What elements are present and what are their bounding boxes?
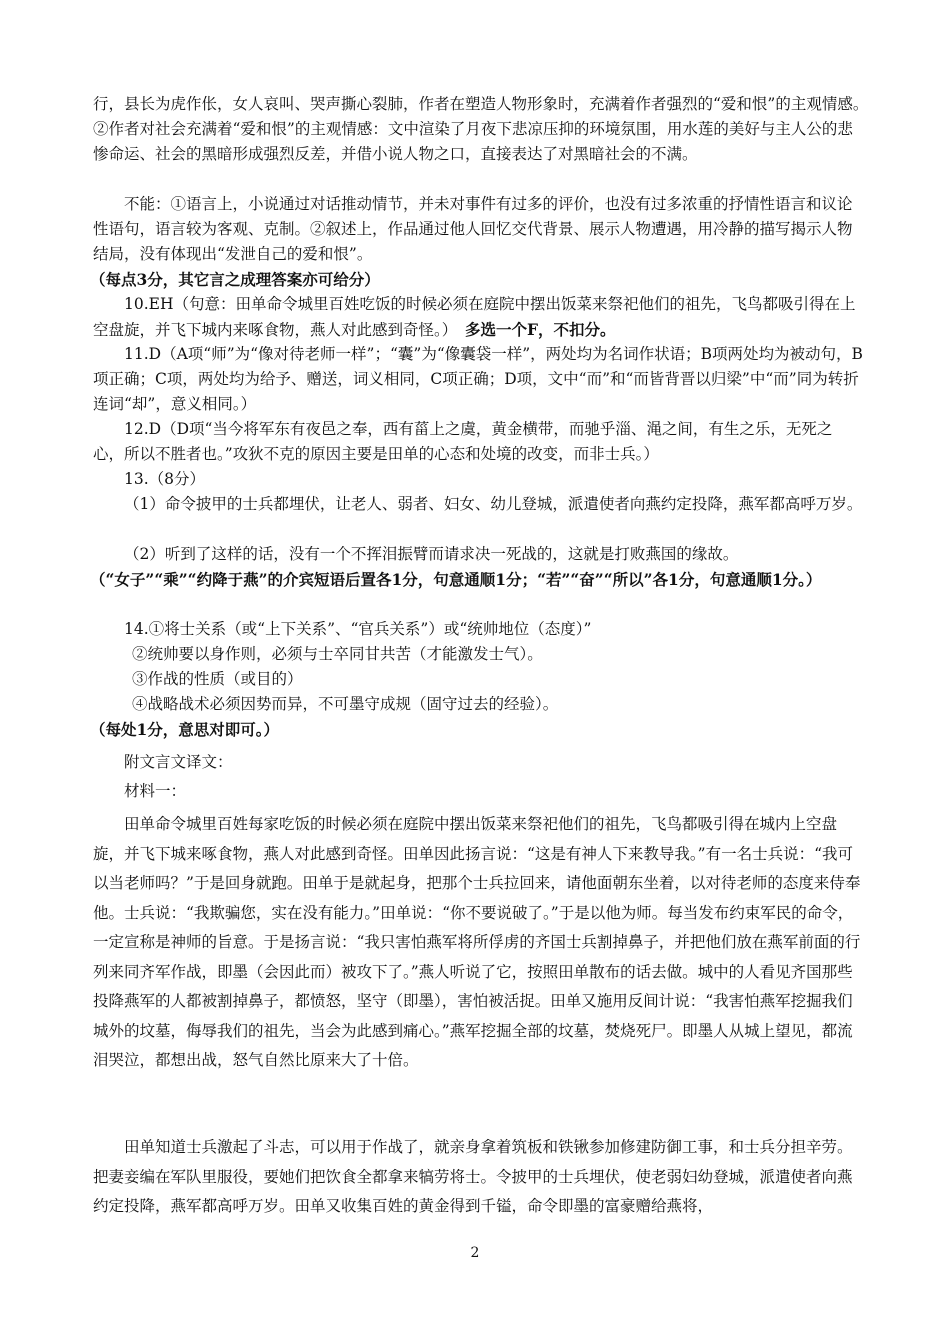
answer-q14-item-3: ③作战的性质（或目的） bbox=[132, 670, 303, 688]
answer-q11: 11.D（A项“师”为“像对待老师一样”；“囊”为“像囊袋一样”，两处均为名词作状语；B项两处均为被动句，B项正确；C项，两处均为给予、赠送，词义相同，C项正确；D项，文中“而”和“而皆背晋以归梁”中“而”同为转折连词“却”，意义相同。） bbox=[93, 345, 863, 413]
answer-q10-note: 多选一个F，不扣分。 bbox=[465, 320, 616, 339]
answer-q10 bbox=[93, 292, 863, 343]
page-number: 2 bbox=[470, 1245, 480, 1261]
scoring-note-13: （“女子”“乘”“约降于燕”的介宾短语后置各1分，句意通顺1分；“若”“奋”“所以”各1分，句意通顺1分。） bbox=[90, 570, 822, 589]
scoring-note-14: （每处1分，意思对即可。） bbox=[90, 720, 280, 739]
scoring-note-1: （每点3分，其它言之成理答案亦可给分） bbox=[90, 270, 380, 289]
answer-q14-item-2: ②统帅要以身作则，必须与士卒同甘共苦（才能激发士气）。 bbox=[132, 645, 543, 663]
translation-paragraph-2: 田单知道士兵激起了斗志，可以用于作战了，就亲身拿着筑板和铁锹参加修建防御工事，和士兵分担辛劳。把妻妾编在军队里服役，要她们把饮食全都拿来犒劳将士。令披甲的士兵埋伏，使老弱妇幼登城，派遣使者向燕约定投降，燕军都高呼万岁。田单又收集百姓的黄金得到千镒，命令即墨的富豪赠给燕将， bbox=[93, 1138, 853, 1215]
translation-subheading: 材料一： bbox=[124, 782, 187, 800]
translation-paragraph-1: 田单命令城里百姓每家吃饭的时候必须在庭院中摆出饭菜来祭祀他们的祖先，飞鸟都吸引得在城内上空盘旋，并飞下城来啄食物，燕人对此感到奇怪。田单因此扬言说：“这是有神人下来教导我。”有一名士兵说：“我可以当老师吗？”于是回身就跑。田单于是就起身，把那个士兵拉回来，请他面朝东坐着，以对待老师的态度来侍奉他。士兵说：“我欺骗您，实在没有能力。”田单说：“你不要说破了。”于是以他为师。每当发布约束军民的命令，一定宣称是神师的旨意。于是扬言说：“我只害怕燕军将所俘虏的齐国士兵割掉鼻子，并把他们放在燕军前面的行列来同齐军作战，即墨（会因此而）被攻下了。”燕人听说了它，按照田单散布的话去做。城中的人看见齐国那些投降燕军的人都被割掉鼻子，都愤怒，坚守（即墨），害怕被活捉。田单又施用反间计说：“我害怕燕军挖掘我们城外的坟墓，侮辱我们的祖先，当会为此感到痛心。”燕军挖掘全部的坟墓，焚烧死尸。即墨人从城上望见，都流泪哭泣，都想出战，怒气自然比原来大了十倍。 bbox=[93, 815, 861, 1069]
answer-q12: 12.D（D项“当今将军东有夜邑之奉，西有菑上之虞，黄金横带，而驰乎淄、渑之间，有生之乐，无死之心，所以不胜者也。”攻狄不克的原因主要是田单的心态和处境的改变，而非士兵。） bbox=[93, 420, 833, 463]
answer-q13: 13.（8分） bbox=[124, 470, 206, 488]
answer-q13-item-1: （1）命令披甲的士兵都埋伏，让老人、弱者、妇女、幼儿登城，派遣使者向燕约定投降，燕军都高呼万岁。 bbox=[124, 495, 863, 513]
answer-q13-item-2: （2）听到了这样的话，没有一个不挥泪振臂而请求决一死战的，这就是打败燕国的缘故。 bbox=[124, 545, 739, 563]
answer-q14-item-1: 14.①将士关系（或“上下关系”、“官兵关系”）或“统帅地位（态度）” bbox=[124, 620, 592, 638]
answer-paragraph-1: 行，县长为虎作伥，女人哀叫、哭声撕心裂肺，作者在塑造人物形象时，充满着作者强烈的“爱和恨”的主观情感。 ②作者对社会充满着“爱和恨”的主观情感：文中渲染了月夜下悲凉压抑的环境氛围，用水莲的美好与主人公的悲惨命运、社会的黑暗形成强烈反差，并借小说人物之口，直接表达了对黑暗社会的不满。 bbox=[93, 95, 892, 163]
answer-q10-text: 10.EH（句意：田单命令城里百姓吃饭的时候必须在庭院中摆出饭菜来祭祀他们的祖先，飞鸟都吸引得在上空盘旋，并飞下城内来啄食物，燕人对此感到奇怪。） bbox=[93, 295, 856, 339]
translation-heading: 附文言文译文： bbox=[124, 753, 233, 771]
answer-q14-item-4: ④战略战术必须因势而异，不可墨守成规（固守过去的经验）。 bbox=[132, 695, 559, 713]
answer-paragraph-2: 不能：①语言上，小说通过对话推动情节，并未对事件有过多的评价，也没有过多浓重的抒情性语言和议论性语句，语言较为客观、克制。②叙述上，作品通过他人回忆交代背景、展示人物遭遇，用冷静的描写揭示人物结局，没有体现出“发泄自己的爱和恨”。 bbox=[93, 195, 853, 263]
